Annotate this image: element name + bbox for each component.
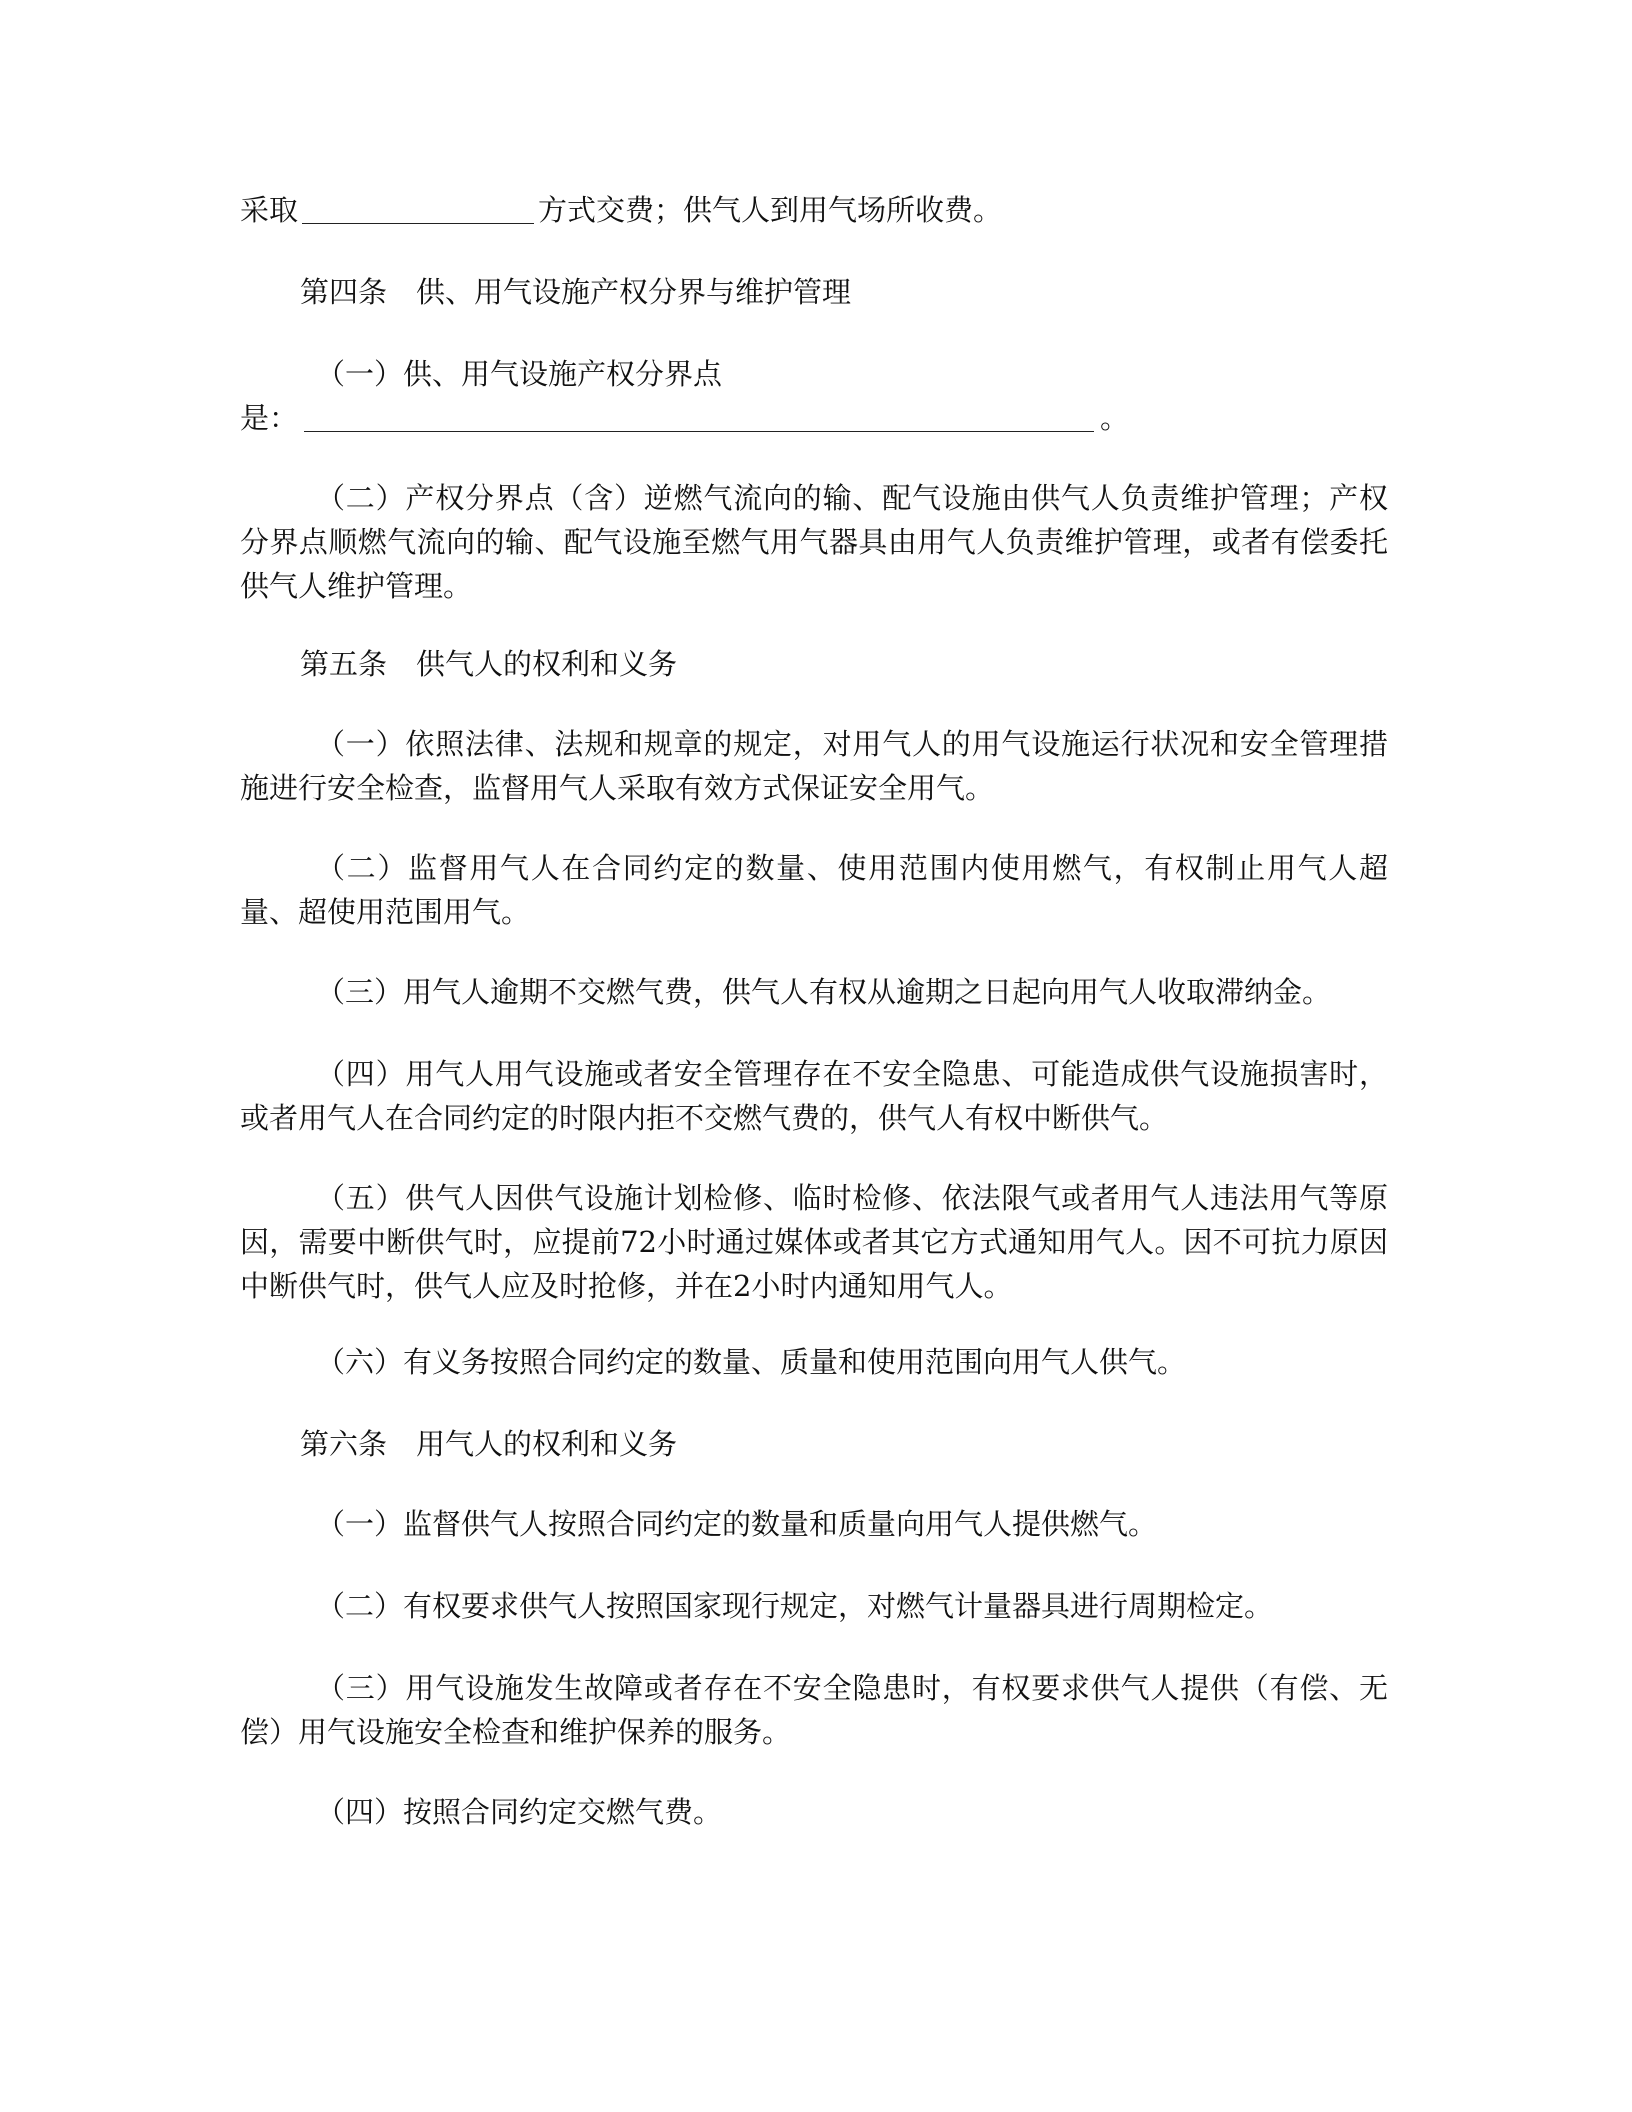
boundary-prefix: 是： bbox=[240, 401, 299, 435]
article-6-item-1: （一）监督供气人按照合同约定的数量和质量向用气人提供燃气。 bbox=[316, 1507, 1158, 1541]
article-5-item-2: （二）监督用气人在合同约定的数量、使用范围内使用燃气，有权制止用气人超量、超使用范围用气。 bbox=[240, 851, 1388, 929]
payment-method-line bbox=[240, 188, 1390, 232]
article-6-item-4: （四）按照合同约定交燃气费。 bbox=[316, 1795, 723, 1829]
article-5-item-4: （四）用气人用气设施或者安全管理存在不安全隐患、可能造成供气设施损害时，或者用气人在合同约定的时限内拒不交燃气费的，供气人有权中断供气。 bbox=[240, 1057, 1388, 1135]
boundary-suffix: 。 bbox=[1100, 401, 1130, 435]
payment-method-blank[interactable] bbox=[302, 193, 534, 224]
article-6-item-2: （二）有权要求供气人按照国家现行规定，对燃气计量器具进行周期检定。 bbox=[316, 1589, 1274, 1623]
boundary-point-blank[interactable] bbox=[304, 401, 1094, 432]
article-5-item-6: （六）有义务按照合同约定的数量、质量和使用范围向用气人供气。 bbox=[316, 1345, 1187, 1379]
article-4-item-2: （二）产权分界点（含）逆燃气流向的输、配气设施由供气人负责维护管理；产权分界点顺燃气流向的输、配气设施至燃气用气器具由用气人负责维护管理，或者有偿委托供气人维护管理。 bbox=[240, 481, 1388, 603]
article-5-item-5: （五）供气人因供气设施计划检修、临时检修、依法限气或者用气人违法用气等原因，需要中断供气时，应提前72小时通过媒体或者其它方式通知用气人。因不可抗力原因中断供气时，供气人应及时抢修，并在2小时内通知用气人。 bbox=[240, 1181, 1388, 1303]
article-4-item-1-line-2 bbox=[240, 396, 1390, 440]
article-5-heading: 第五条 供气人的权利和义务 bbox=[300, 647, 678, 681]
article-5-item-3: （三）用气人逾期不交燃气费，供气人有权从逾期之日起向用气人收取滞纳金。 bbox=[316, 975, 1332, 1009]
payment-prefix: 采取 bbox=[240, 193, 299, 227]
article-6-heading: 第六条 用气人的权利和义务 bbox=[300, 1427, 678, 1461]
article-5-item-1: （一）依照法律、法规和规章的规定，对用气人的用气设施运行状况和安全管理措施进行安全检查，监督用气人采取有效方式保证安全用气。 bbox=[240, 727, 1388, 805]
article-4-heading: 第四条 供、用气设施产权分界与维护管理 bbox=[300, 275, 852, 309]
payment-suffix: 方式交费；供气人到用气场所收费。 bbox=[538, 193, 1003, 227]
article-6-item-3: （三）用气设施发生故障或者存在不安全隐患时，有权要求供气人提供（有偿、无偿）用气设施安全检查和维护保养的服务。 bbox=[240, 1671, 1388, 1749]
article-4-item-1-line-1: （一）供、用气设施产权分界点 bbox=[316, 357, 723, 391]
